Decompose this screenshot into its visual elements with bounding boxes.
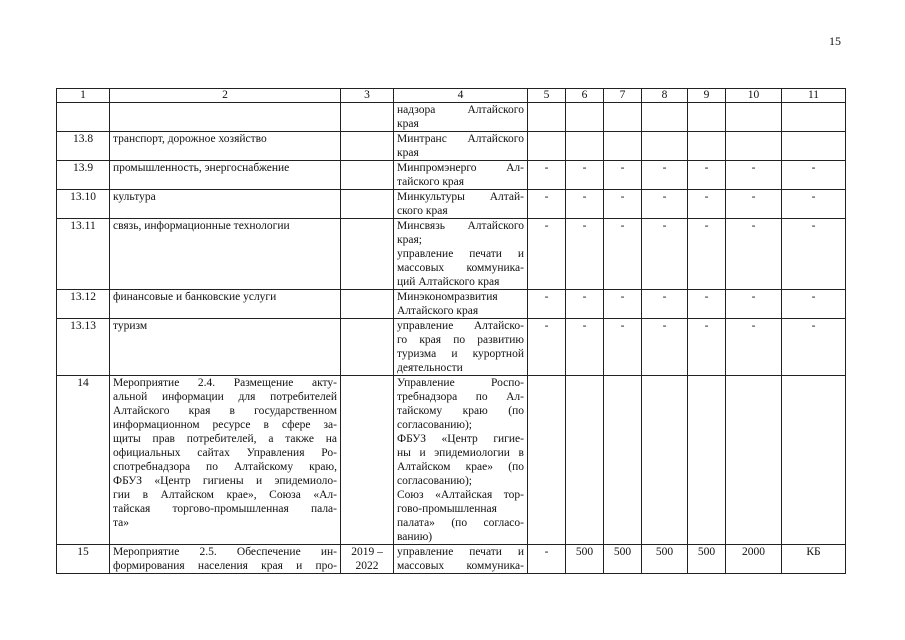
executor-cell-line: го края по развитию — [397, 334, 524, 346]
value-cell-col-5: - — [528, 219, 566, 290]
activity-name-cell — [110, 161, 341, 190]
value-cell-col-7: - — [604, 161, 642, 190]
value-cell-col-10: - — [726, 219, 782, 290]
row-number-cell: 13.12 — [57, 290, 110, 319]
value-cell-col-6 — [566, 103, 604, 132]
row-number-cell: 13.11 — [57, 219, 110, 290]
value-cell-col-10: - — [726, 319, 782, 376]
activity-name-cell — [110, 219, 341, 290]
activity-name-cell-line: формирования населения края и про- — [113, 560, 337, 572]
activity-name-cell-line: транспорт, дорожное хозяйство — [113, 133, 267, 145]
activity-name-cell-line: Мероприятие 2.4. Размещение акту- — [113, 377, 337, 389]
executor-cell-line: края; — [397, 234, 422, 246]
value-cell-col-9: - — [688, 219, 726, 290]
value-cell-col-7: - — [604, 219, 642, 290]
executor-cell-line: Минэкономразвития — [397, 291, 498, 303]
executor-cell — [394, 132, 528, 161]
activity-name-cell-line: официальных сайтах Управления Ро- — [113, 447, 337, 459]
executor-cell — [394, 161, 528, 190]
executor-cell-line: края — [397, 147, 419, 159]
value-cell-col-11 — [782, 103, 846, 132]
executor-cell-line: Союз «Алтайская тор- — [397, 489, 524, 501]
executor-cell-line: требнадзора по Ал- — [397, 391, 524, 403]
period-cell — [341, 219, 394, 290]
table-row — [57, 132, 846, 161]
table-row — [57, 376, 846, 545]
activity-name-cell-line: информационном ресурсе в сфере за- — [113, 419, 337, 431]
value-cell-col-8 — [642, 103, 688, 132]
value-cell-col-9: - — [688, 190, 726, 219]
executor-cell — [394, 545, 528, 574]
executor-cell-line: надзора Алтайского — [397, 104, 524, 116]
value-cell-col-8: - — [642, 219, 688, 290]
value-cell-col-5: - — [528, 290, 566, 319]
activity-name-cell — [110, 290, 341, 319]
activity-name-cell-line: финансовые и банковские услуги — [113, 291, 277, 303]
value-cell-col-7: - — [604, 290, 642, 319]
period-cell — [341, 545, 394, 574]
value-cell-col-6: - — [566, 319, 604, 376]
period-cell-line: 2019 – — [351, 546, 383, 558]
page-number: 15 — [829, 34, 841, 48]
executor-cell — [394, 103, 528, 132]
value-cell-col-8: - — [642, 290, 688, 319]
value-cell-col-5: - — [528, 319, 566, 376]
value-cell-col-5 — [528, 376, 566, 545]
executor-cell-line: управление Алтайско- — [397, 320, 524, 332]
column-header-7: 7 — [604, 89, 642, 103]
value-cell-col-11 — [782, 376, 846, 545]
program-activities-table — [56, 88, 846, 574]
value-cell-col-11: - — [782, 190, 846, 219]
value-cell-col-7 — [604, 376, 642, 545]
value-cell-col-10 — [726, 103, 782, 132]
executor-cell-line: массовых коммуника- — [397, 560, 524, 572]
value-cell-col-10: - — [726, 190, 782, 219]
value-cell-col-11: - — [782, 290, 846, 319]
column-header-6: 6 — [566, 89, 604, 103]
row-number-cell: 15 — [57, 545, 110, 574]
value-cell-col-5 — [528, 103, 566, 132]
row-number-cell: 14 — [57, 376, 110, 545]
activity-name-cell-line: промышленность, энергоснабжение — [113, 162, 290, 174]
row-number-cell: 13.9 — [57, 161, 110, 190]
period-cell — [341, 132, 394, 161]
value-cell-col-6: - — [566, 290, 604, 319]
value-cell-col-8 — [642, 376, 688, 545]
value-cell-col-10 — [726, 376, 782, 545]
value-cell-col-8: - — [642, 319, 688, 376]
value-cell-col-9 — [688, 103, 726, 132]
column-header-2: 2 — [110, 89, 341, 103]
activity-name-cell-line: ФБУЗ «Центр гигиены и эпидемиоло- — [113, 475, 337, 487]
activity-name-cell — [110, 132, 341, 161]
table-row — [57, 219, 846, 290]
value-cell-col-7 — [604, 103, 642, 132]
table-row — [57, 545, 846, 574]
column-header-5: 5 — [528, 89, 566, 103]
row-number-cell — [57, 103, 110, 132]
executor-cell-line: гово-промышленная — [397, 503, 497, 515]
executor-cell-line: тайскому краю (по — [397, 405, 524, 417]
executor-cell-line: массовых коммуника- — [397, 262, 524, 274]
value-cell-col-6: 500 — [566, 545, 604, 574]
value-cell-col-6 — [566, 376, 604, 545]
executor-cell-line: ций Алтайского края — [397, 276, 500, 288]
value-cell-col-7: - — [604, 190, 642, 219]
header-row — [57, 89, 846, 103]
executor-cell-line: Алтайского края — [397, 305, 479, 317]
activity-name-cell-line: культура — [113, 191, 156, 203]
table-row — [57, 161, 846, 190]
value-cell-col-9: - — [688, 319, 726, 376]
value-cell-col-11: КБ — [782, 545, 846, 574]
executor-cell-line: Минтранс Алтайского — [397, 133, 524, 145]
value-cell-col-6: - — [566, 219, 604, 290]
value-cell-col-7: - — [604, 319, 642, 376]
activity-name-cell-line: Алтайского края в государственном — [113, 405, 337, 417]
row-number-cell: 13.10 — [57, 190, 110, 219]
value-cell-col-7: 500 — [604, 545, 642, 574]
executor-cell-line: ФБУЗ «Центр гигие- — [397, 433, 524, 445]
activity-name-cell-line: гии в Алтайском крае», Союза «Ал- — [113, 489, 337, 501]
executor-cell — [394, 190, 528, 219]
table-row — [57, 103, 846, 132]
executor-cell-line: Управление Роспо- — [397, 377, 524, 389]
executor-cell-line: согласованию); — [397, 475, 472, 487]
value-cell-col-8: - — [642, 161, 688, 190]
activity-name-cell-line: щиты прав потребителей, а также на — [113, 433, 337, 445]
period-cell — [341, 376, 394, 545]
row-number-cell: 13.8 — [57, 132, 110, 161]
table-row — [57, 319, 846, 376]
activity-name-cell-line: тайская торгово-промышленная пала- — [113, 503, 337, 515]
period-cell — [341, 190, 394, 219]
executor-cell-line: управление печати и — [397, 546, 524, 558]
executor-cell-line: Минсвязь Алтайского — [397, 220, 524, 232]
value-cell-col-5 — [528, 132, 566, 161]
period-cell — [341, 290, 394, 319]
executor-cell — [394, 319, 528, 376]
activity-name-cell-line: та» — [113, 517, 130, 529]
value-cell-col-8: - — [642, 190, 688, 219]
table-row — [57, 290, 846, 319]
value-cell-col-8 — [642, 132, 688, 161]
period-cell — [341, 103, 394, 132]
value-cell-col-10 — [726, 132, 782, 161]
table-body — [57, 103, 846, 574]
column-header-3: 3 — [341, 89, 394, 103]
activity-name-cell — [110, 103, 341, 132]
value-cell-col-10: 2000 — [726, 545, 782, 574]
value-cell-col-11: - — [782, 161, 846, 190]
executor-cell-line: края — [397, 118, 419, 130]
value-cell-col-5: - — [528, 161, 566, 190]
column-header-11: 11 — [782, 89, 846, 103]
column-header-1: 1 — [57, 89, 110, 103]
value-cell-col-11: - — [782, 219, 846, 290]
period-cell — [341, 161, 394, 190]
executor-cell-line: тайского края — [397, 176, 465, 188]
executor-cell — [394, 290, 528, 319]
executor-cell-line: ского края — [397, 205, 448, 217]
activity-name-cell-line: связь, информационные технологии — [113, 220, 290, 232]
executor-cell-line: туризма и курортной — [397, 348, 524, 360]
value-cell-col-5: - — [528, 190, 566, 219]
period-cell-line: 2022 — [355, 560, 379, 572]
column-header-8: 8 — [642, 89, 688, 103]
activity-name-cell — [110, 545, 341, 574]
table-row — [57, 190, 846, 219]
value-cell-col-9: 500 — [688, 545, 726, 574]
column-header-10: 10 — [726, 89, 782, 103]
column-header-4: 4 — [394, 89, 528, 103]
activity-name-cell-line: Мероприятие 2.5. Обеспечение ин- — [113, 546, 337, 558]
period-cell — [341, 319, 394, 376]
executor-cell-line: согласованию); — [397, 419, 472, 431]
value-cell-col-6: - — [566, 161, 604, 190]
executor-cell-line: Минкультуры Алтай- — [397, 191, 524, 203]
value-cell-col-6: - — [566, 190, 604, 219]
activity-name-cell-line: альной информации для потребителей — [113, 391, 337, 403]
activity-name-cell-line: туризм — [113, 320, 148, 332]
value-cell-col-5: - — [528, 545, 566, 574]
column-header-9: 9 — [688, 89, 726, 103]
row-number-cell: 13.13 — [57, 319, 110, 376]
value-cell-col-10: - — [726, 290, 782, 319]
executor-cell-line: Минпромэнерго Ал- — [397, 162, 524, 174]
executor-cell-line: Алтайском крае» (по — [397, 461, 524, 473]
value-cell-col-7 — [604, 132, 642, 161]
activity-name-cell — [110, 376, 341, 545]
activity-name-cell — [110, 190, 341, 219]
executor-cell-line: палата» (по согласо- — [397, 517, 524, 529]
value-cell-col-11: - — [782, 319, 846, 376]
activity-name-cell — [110, 319, 341, 376]
value-cell-col-10: - — [726, 161, 782, 190]
executor-cell-line: деятельности — [397, 362, 463, 374]
value-cell-col-6 — [566, 132, 604, 161]
value-cell-col-8: 500 — [642, 545, 688, 574]
executor-cell — [394, 376, 528, 545]
executor-cell — [394, 219, 528, 290]
value-cell-col-9 — [688, 376, 726, 545]
executor-cell-line: ны и эпидемиологии в — [397, 447, 524, 459]
executor-cell-line: управление печати и — [397, 248, 524, 260]
value-cell-col-11 — [782, 132, 846, 161]
activity-name-cell-line: спотребнадзора по Алтайскому краю, — [113, 461, 337, 473]
value-cell-col-9 — [688, 132, 726, 161]
value-cell-col-9: - — [688, 290, 726, 319]
value-cell-col-9: - — [688, 161, 726, 190]
executor-cell-line: ванию) — [397, 531, 433, 543]
